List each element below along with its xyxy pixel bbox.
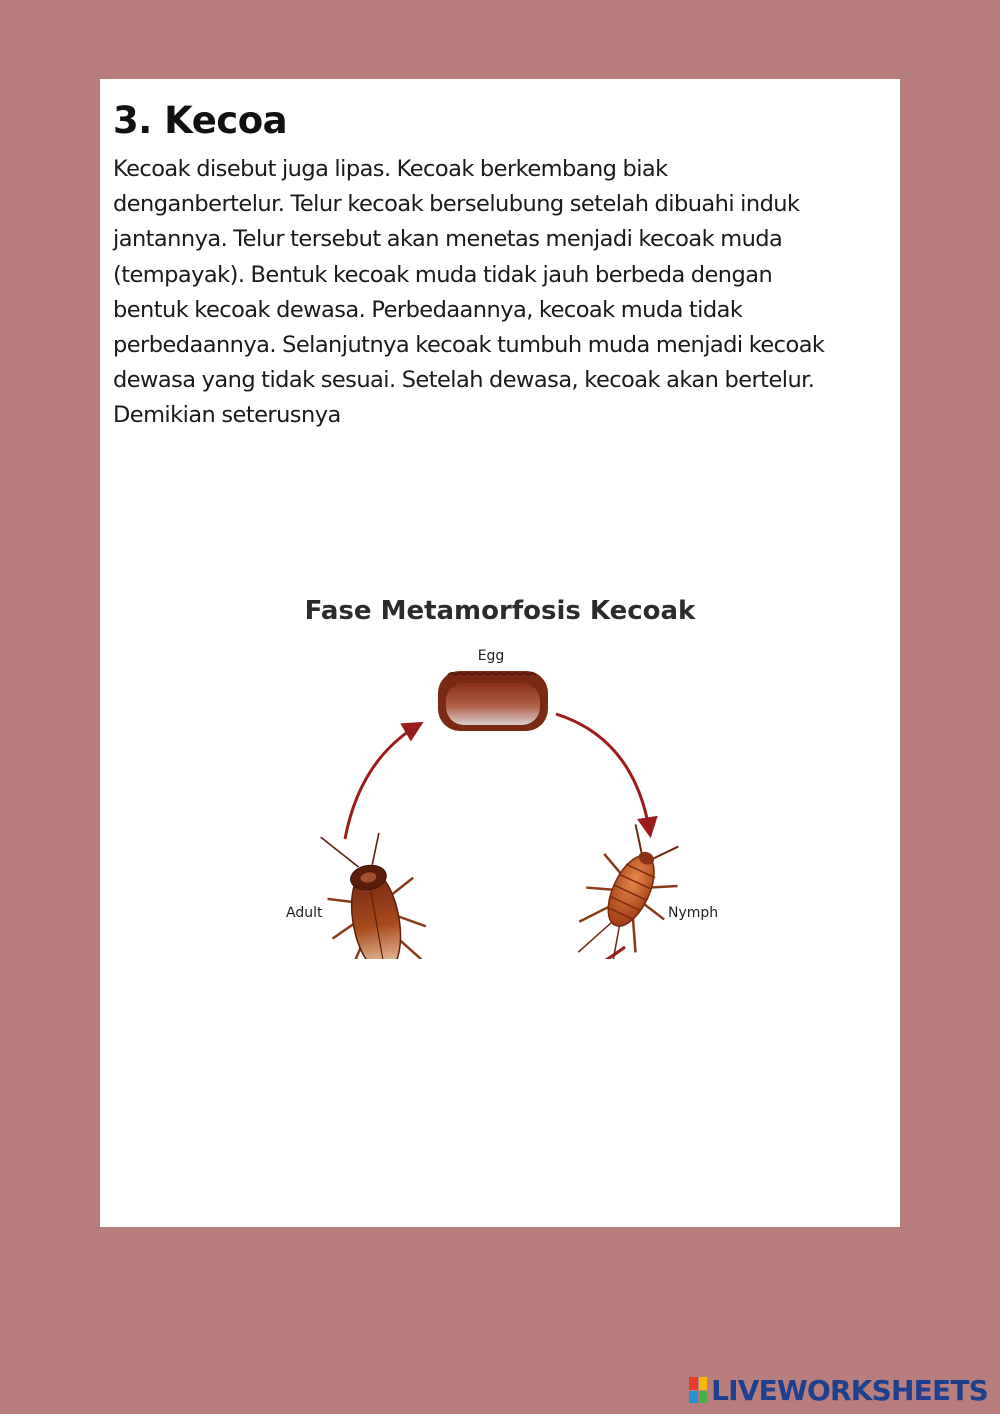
egg-label: Egg bbox=[477, 648, 505, 664]
worksheet-page bbox=[100, 79, 900, 1227]
adult-cockroach-icon bbox=[315, 822, 433, 959]
paragraph-line: perbedaannya. Selanjutnya kecoak tumbuh muda menjadi kecoak bbox=[113, 332, 825, 359]
badge-letter-l bbox=[689, 1377, 698, 1390]
paragraph-line: denganbertelur. Telur kecoak berselubung setelah dibuahi induk bbox=[113, 191, 800, 218]
paragraph-line: bentuk kecoak dewasa. Perbedaannya, kecoak muda tidak bbox=[113, 296, 743, 323]
logo-text: LIVEWORKSHEETS bbox=[711, 1373, 988, 1407]
badge-letter-v bbox=[689, 1391, 698, 1404]
arrow-adult-to-egg bbox=[345, 724, 420, 839]
diagram-title: Fase Metamorfosis Kecoak bbox=[304, 596, 696, 626]
description-paragraph bbox=[113, 152, 898, 434]
adult-label: Adult bbox=[286, 905, 323, 921]
liveworksheets-logo bbox=[689, 1372, 988, 1408]
metamorphosis-diagram bbox=[270, 499, 750, 959]
paragraph-line: Demikian seterusnya bbox=[113, 402, 341, 429]
page-title: 3. Kecoa bbox=[113, 99, 288, 142]
nymph-cockroach-icon bbox=[558, 817, 695, 959]
arrow-egg-to-nymph bbox=[556, 714, 650, 834]
nymph-label: Nymph bbox=[668, 905, 719, 921]
badge-letter-i bbox=[699, 1377, 708, 1390]
paragraph-line: jantannya. Telur tersebut akan menetas menjadi kecoak muda bbox=[113, 226, 783, 253]
paragraph-line: dewasa yang tidak sesuai. Setelah dewasa, kecoak akan bertelur. bbox=[113, 367, 815, 394]
egg-case-icon bbox=[438, 671, 548, 731]
badge-letter-e bbox=[699, 1391, 708, 1404]
paragraph-line: Kecoak disebut juga lipas. Kecoak berkembang biak bbox=[113, 156, 668, 182]
paragraph-line: (tempayak). Bentuk kecoak muda tidak jauh berbeda dengan bbox=[113, 261, 773, 288]
logo-badge-icon bbox=[689, 1377, 707, 1403]
